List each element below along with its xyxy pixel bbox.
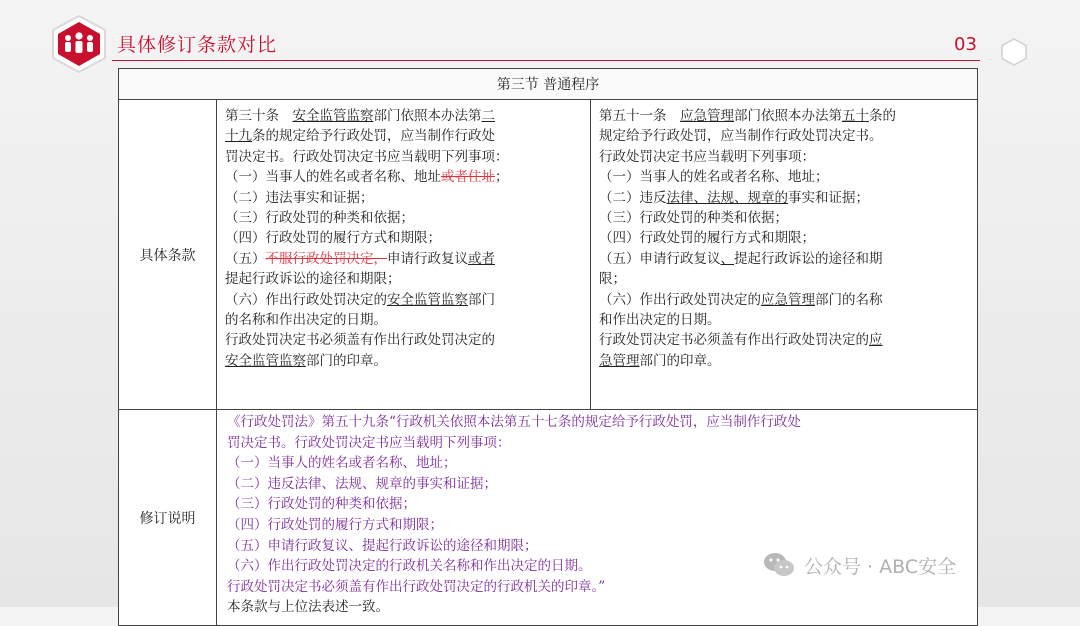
new-text: （五）申请行政复议 — [599, 250, 721, 267]
deleted-text: 不服行政处罚决定， — [265, 250, 387, 267]
revision-quote-line: （三）行政处罚的种类和依据； — [227, 496, 416, 513]
new-underlined: 应急管理 — [680, 108, 734, 124]
old-text: 罚决定书。行政处罚决定书应当载明下列事项： — [225, 148, 509, 165]
section-header-row — [119, 69, 978, 100]
watermark — [762, 550, 956, 580]
clauses-label: 具体条款 — [119, 100, 217, 410]
deleted-text: 或者住址 — [441, 169, 495, 186]
new-text: 行政处罚决定书必须盖有作出行政处罚决定的 — [599, 332, 869, 349]
revision-quote-line: 《行政处罚法》第五十九条“行政机关依照本法第五十七条的规定给予行政处罚，应当制作行政处 — [227, 414, 801, 430]
old-text: 条的规定给予行政处罚，应当制作行政处 — [252, 128, 495, 145]
new-text: 部门的印章。 — [639, 352, 721, 369]
header-divider — [112, 60, 980, 61]
revision-quote-line: 罚决定书。行政处罚决定书应当载明下列事项： — [227, 434, 511, 451]
section-title: 第三节 普通程序 — [119, 69, 978, 100]
watermark-text: 公众号 · ABC安全 — [804, 555, 957, 578]
new-text: 规定给予行政处罚，应当制作行政处罚决定书。 — [599, 128, 883, 145]
new-text: （一）当事人的姓名或者名称、地址； — [599, 169, 829, 186]
revision-label: 修订说明 — [119, 410, 217, 626]
new-text: 提起行政诉讼的途径和期 — [734, 250, 883, 267]
new-text: 事实和证据； — [788, 189, 869, 206]
new-clause-cell — [591, 100, 978, 410]
new-underlined: 急管理 — [599, 352, 640, 369]
clauses-row — [119, 100, 978, 410]
new-text: （六）作出行政处罚决定的 — [599, 291, 761, 308]
old-text: 提起行政诉讼的途径和期限； — [225, 271, 401, 288]
revision-note-cell — [217, 410, 978, 626]
page-title: 具体修订条款对比 — [117, 34, 278, 56]
new-underlined: 、 — [720, 250, 734, 267]
new-text: 行政处罚决定书应当载明下列事项： — [599, 148, 815, 165]
old-underlined: 二 — [481, 108, 495, 124]
new-text: 和作出决定的日期。 — [599, 312, 721, 329]
new-underlined: 应 — [869, 332, 883, 349]
old-text: 部门 — [468, 291, 495, 308]
revision-quote-line: 行政处罚决定书必须盖有作出行政处罚决定的行政机关的印章。” — [227, 578, 606, 595]
wechat-icon — [762, 550, 796, 580]
old-clause-cell — [217, 100, 591, 410]
new-text: 限； — [599, 271, 626, 288]
old-text: （三）行政处罚的种类和依据； — [225, 210, 414, 227]
old-text: （五） — [225, 250, 266, 267]
people-group-icon — [50, 14, 108, 74]
new-text: 第五十一条 — [599, 108, 680, 124]
new-text: 部门依照本办法第 — [734, 108, 842, 124]
old-text: （二）违法事实和证据； — [225, 189, 374, 206]
revision-quote-line: （五）申请行政复议、提起行政诉讼的途径和期限； — [227, 537, 538, 554]
new-underlined: 法律、法规、规章的 — [666, 189, 788, 206]
new-underlined: 应急管理 — [761, 291, 815, 308]
page-number: 03 — [954, 34, 977, 55]
new-text: （三）行政处罚的种类和依据； — [599, 210, 788, 227]
old-underlined: 安全监管监察 — [292, 108, 374, 124]
old-text: 部门依照本办法第 — [373, 108, 482, 124]
hexagon-decoration-icon — [1001, 38, 1027, 66]
old-text: 第三十条 — [225, 108, 293, 124]
revision-row — [119, 410, 978, 626]
new-underlined: 五十 — [842, 108, 869, 124]
revision-quote-line: （一）当事人的姓名或者名称、地址； — [227, 455, 457, 472]
new-text: （二）违反 — [599, 189, 667, 206]
old-underlined: 安全监管监察 — [387, 291, 468, 308]
new-text: （四）行政处罚的履行方式和期限； — [599, 230, 815, 247]
old-underlined: 或者 — [468, 250, 495, 267]
revision-quote-line: （二）违反法律、法规、规章的事实和证据； — [227, 475, 497, 492]
old-underlined: 十九 — [225, 128, 252, 145]
old-text: （四）行政处罚的履行方式和期限； — [225, 230, 441, 247]
old-text: 行政处罚决定书必须盖有作出行政处罚决定的 — [225, 332, 495, 349]
old-text: ； — [495, 169, 509, 186]
old-text: 申请行政复议 — [387, 250, 468, 267]
old-text: 的名称和作出决定的日期。 — [225, 312, 387, 329]
old-text: 部门的印章。 — [306, 352, 387, 369]
revision-quote-line: （四）行政处罚的履行方式和期限； — [227, 516, 443, 533]
old-text: （六）作出行政处罚决定的 — [225, 291, 387, 308]
old-underlined: 安全监管监察 — [225, 352, 306, 369]
revision-conclusion: 本条款与上位法表述一致。 — [227, 599, 389, 616]
new-text: 条的 — [869, 108, 896, 124]
comparison-table — [118, 68, 978, 626]
old-text: （一）当事人的姓名或者名称、地址 — [225, 169, 441, 186]
revision-quote-line: （六）作出行政处罚决定的行政机关名称和作出决定的日期。 — [227, 558, 592, 575]
new-text: 部门的名称 — [815, 291, 883, 308]
